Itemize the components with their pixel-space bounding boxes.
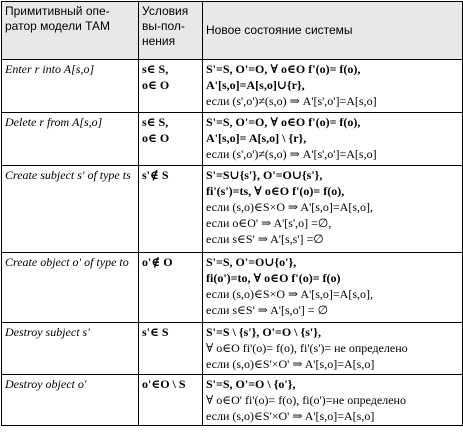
conditions-cell — [139, 60, 203, 113]
result-line: если (s',o')≠(s,o) ⇒ A'[s',o']=A[s,o] — [206, 94, 377, 108]
condition-line: o∈ O — [142, 78, 170, 92]
result-cell — [203, 253, 463, 323]
result-line: ∀ o∈O' fi'(o)= f(o), fi(o')=не определено — [206, 393, 406, 407]
result-line: S'=S, O'=O \ {o'}, — [206, 377, 296, 391]
result-line: если o∈O' ⇒ A'[s',o] =∅, — [206, 216, 332, 230]
table-row — [2, 113, 463, 166]
operator-cell: Destroy subject s' — [2, 323, 139, 375]
condition-line: s'∉ S — [142, 168, 169, 182]
result-line: если (s,o)∈S×O ⇒ A'[s,o]=A[s,o], — [206, 287, 373, 301]
result-line: fi(o')=to, ∀ o∈O f'(o)= f(o) — [206, 271, 341, 285]
tam-operators-document — [1, 1, 462, 442]
operator-cell: Enter r into A[s,o] — [2, 60, 139, 113]
result-cell — [203, 323, 463, 375]
result-line: fi'(s')=ts, ∀ o∈O f'(o)= f(o), — [206, 184, 345, 198]
result-cell — [203, 113, 463, 166]
conditions-cell — [139, 253, 203, 323]
result-line: если s∈S' ⇒ A'[s,o'] = ∅ — [206, 303, 329, 317]
result-line: если (s,o)∈S'×O' ⇒ A'[s,o]=A[s,o] — [206, 409, 375, 423]
table-row — [2, 253, 463, 323]
operator-cell: Create object o' of type to — [2, 253, 139, 323]
result-line: если (s,o)∈S'×O' ⇒ A'[s,o]=A[s,o] — [206, 357, 375, 371]
table-row — [2, 323, 463, 375]
result-line: S'=S, O'=O, ∀ o∈O f'(o)= f(o), — [206, 62, 361, 76]
result-cell — [203, 166, 463, 253]
result-line: A'[s,o]= A[s,o] \ {r}, — [206, 131, 307, 145]
result-line: S'=S∪{s'}, O'=O∪{s'}, — [206, 168, 323, 182]
operator-cell: Delete r from A[s,o] — [2, 113, 139, 166]
header-conditions: Условия вы-пол-нения — [139, 2, 203, 60]
result-line: S'=S \ {s'}, O'=O \ {s'}, — [206, 325, 321, 339]
conditions-cell — [139, 375, 203, 426]
table-header-row — [2, 2, 463, 60]
result-line: если (s,o)∈S×O ⇒ A'[s,o]=A[s,o], — [206, 200, 373, 214]
condition-line: o'∉ O — [142, 255, 173, 269]
table-row — [2, 166, 463, 253]
conditions-cell — [139, 323, 203, 375]
conditions-cell — [139, 113, 203, 166]
table-row — [2, 60, 463, 113]
condition-line: s∈ S, — [142, 115, 169, 129]
condition-line: s'∈ S — [142, 325, 169, 339]
condition-line: o∈ O — [142, 131, 170, 145]
operator-cell: Destroy object o' — [2, 375, 139, 426]
operator-cell: Create subject s' of type ts — [2, 166, 139, 253]
condition-line: s∈ S, — [142, 62, 169, 76]
result-line: S'=S, O'=O∪{o'}, — [206, 255, 297, 269]
tam-operators-table — [1, 1, 463, 426]
result-line: ∀ o∈O fi'(o)= f(o), fi'(s')= не определено — [206, 341, 408, 355]
table-row — [2, 375, 463, 426]
result-line: S'=S, O'=O, ∀ o∈O f'(o)= f(o), — [206, 115, 361, 129]
result-line: если s∈S' ⇒ A'[s,s'] =∅ — [206, 232, 324, 246]
result-cell — [203, 375, 463, 426]
condition-line: o'∈O \ S — [142, 377, 186, 391]
header-new-state: Новое состояние системы — [203, 2, 463, 60]
conditions-cell — [139, 166, 203, 253]
header-operator: Примитивный опе-ратор модели ТАМ — [2, 2, 139, 60]
result-line: A'[s,o]=A[s,o]∪{r}, — [206, 78, 305, 92]
result-line: если (s',o')≠(s,o) ⇒ A'[s',o']=A[s,o] — [206, 147, 377, 161]
result-cell — [203, 60, 463, 113]
